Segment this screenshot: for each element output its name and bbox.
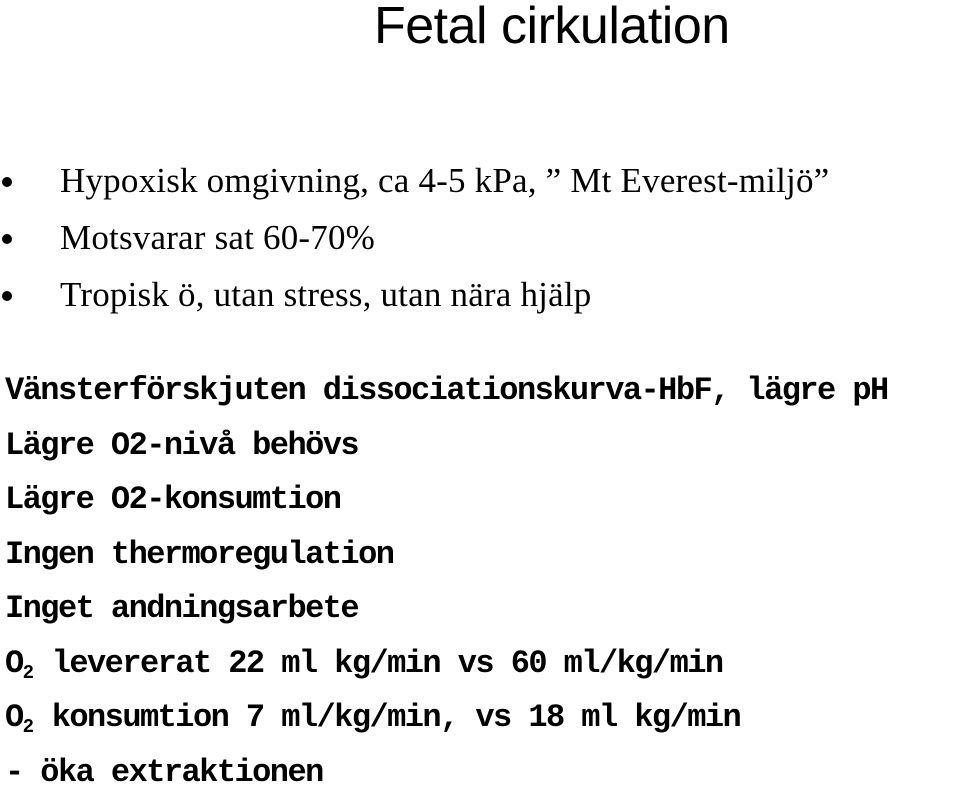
- detail-line: Inget andningsarbete: [5, 582, 888, 637]
- detail-line: Ingen thermoregulation: [5, 528, 888, 583]
- o2-symbol: O: [5, 699, 23, 736]
- bullet-text: Tropisk ö, utan stress, utan nära hjälp: [60, 266, 591, 323]
- o2-subscript: 2: [23, 716, 34, 738]
- detail-line: Lägre O2-nivå behövs: [5, 419, 888, 474]
- detail-line-o2-consumption: [5, 691, 888, 746]
- bullet-dot-icon: [2, 291, 12, 301]
- detail-line: Vänsterförskjuten dissociationskurva-HbF, lägre pH: [5, 364, 888, 419]
- o2-symbol: O: [5, 645, 23, 682]
- bullet-text: Hypoxisk omgivning, ca 4-5 kPa, ” Mt Everest-miljö”: [60, 152, 829, 209]
- o2-subscript: 2: [23, 662, 34, 684]
- detail-line-o2-delivery: [5, 637, 888, 692]
- bullet-text: Motsvarar sat 60-70%: [60, 209, 375, 266]
- bullet-dot-icon: [2, 177, 12, 187]
- bullet-dot-icon: [2, 234, 12, 244]
- slide-title: Fetal cirkulation: [374, 0, 730, 58]
- o2-delivery-text: levererat 22 ml kg/min vs 60 ml/kg/min: [34, 645, 722, 682]
- detail-line: - öka extraktionen: [5, 746, 888, 800]
- detail-lines: [5, 364, 888, 800]
- detail-line: Lägre O2-konsumtion: [5, 473, 888, 528]
- o2-consumption-text: konsumtion 7 ml/kg/min, vs 18 ml kg/min: [34, 699, 740, 736]
